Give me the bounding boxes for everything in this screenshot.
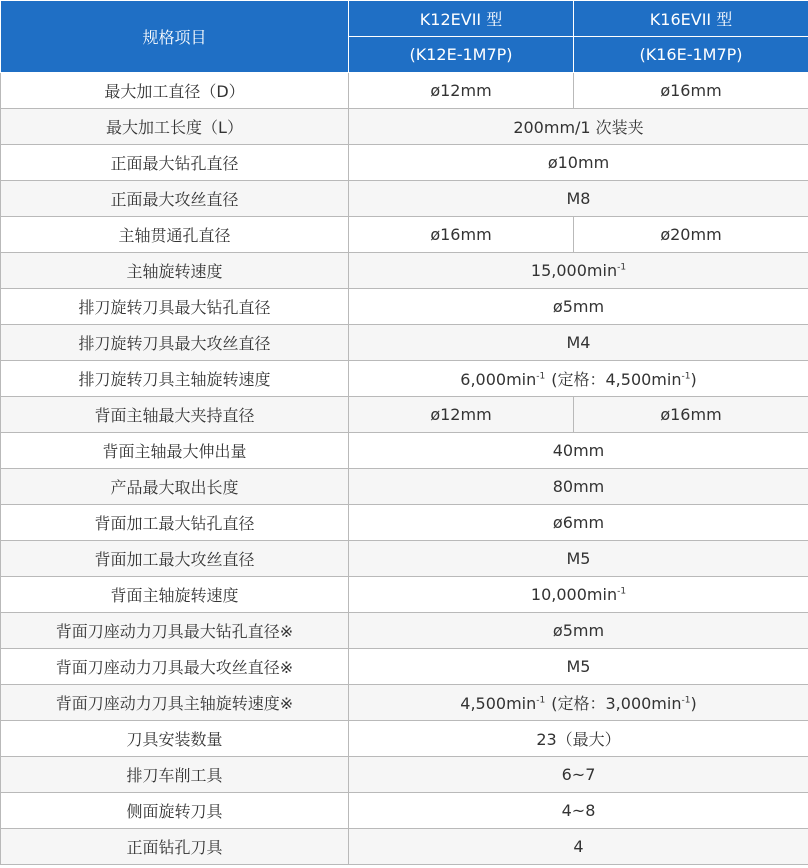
- table-row: [1, 793, 808, 829]
- spec-item-label: 背面加工最大钻孔直径: [1, 505, 349, 541]
- spec-item-label: 背面主轴旋转速度: [1, 577, 349, 613]
- spec-value-shared: ø5mm: [349, 613, 808, 649]
- spec-value-shared: M4: [349, 325, 808, 361]
- speed-value: 10,000min: [530, 585, 618, 604]
- spec-value-shared: ø6mm: [349, 505, 808, 541]
- spec-table-body: [1, 73, 808, 865]
- spec-value-model2: ø16mm: [574, 73, 808, 109]
- table-row: [1, 505, 808, 541]
- speed-value: 15,000min: [530, 261, 618, 280]
- unit-exponent: -1: [536, 371, 546, 382]
- spec-item-label: 背面主轴最大伸出量: [1, 433, 349, 469]
- table-row: [1, 361, 808, 397]
- spec-value-shared: M5: [349, 649, 808, 685]
- table-row: [1, 829, 808, 865]
- spec-value-model1: ø12mm: [349, 73, 574, 109]
- table-row: [1, 289, 808, 325]
- spec-value-shared: ø5mm: [349, 289, 808, 325]
- spec-item-label: 正面最大攻丝直径: [1, 181, 349, 217]
- header-spec-item: 规格项目: [1, 1, 349, 73]
- spec-value-shared: [349, 253, 808, 289]
- spec-value-model2: ø16mm: [574, 397, 808, 433]
- spec-item-label: 排刀车削工具: [1, 757, 349, 793]
- table-row: [1, 253, 808, 289]
- spec-value-shared: M5: [349, 541, 808, 577]
- table-row: [1, 325, 808, 361]
- spec-item-label: 排刀旋转刀具最大攻丝直径: [1, 325, 349, 361]
- table-row: [1, 757, 808, 793]
- table-row: [1, 73, 808, 109]
- spec-item-label: 背面刀座动力刀具主轴旋转速度※: [1, 685, 349, 721]
- spec-value-shared: [349, 577, 808, 613]
- spec-value-shared: 6~7: [349, 757, 808, 793]
- spec-value-shared: [349, 685, 808, 721]
- rated-speed-value: (定格：3,000min: [551, 694, 682, 713]
- spec-item-label: 背面刀座动力刀具最大攻丝直径※: [1, 649, 349, 685]
- unit-exponent: -1: [617, 262, 627, 273]
- spec-item-label: 最大加工直径（D）: [1, 73, 349, 109]
- speed-value: 6,000min: [460, 370, 537, 389]
- spec-item-label: 正面最大钻孔直径: [1, 145, 349, 181]
- rated-speed-close: ): [690, 694, 697, 713]
- spec-value-shared: 40mm: [349, 433, 808, 469]
- spec-value-shared: ø10mm: [349, 145, 808, 181]
- spec-value-shared: 200mm/1 次装夹: [349, 109, 808, 145]
- spec-value-model1: ø12mm: [349, 397, 574, 433]
- unit-exponent: -1: [681, 695, 691, 706]
- spec-value-shared: 23（最大）: [349, 721, 808, 757]
- spec-table-header: [1, 1, 808, 73]
- spec-item-label: 背面刀座动力刀具最大钻孔直径※: [1, 613, 349, 649]
- table-row: [1, 433, 808, 469]
- spec-item-label: 背面加工最大攻丝直径: [1, 541, 349, 577]
- table-row: [1, 541, 808, 577]
- spec-item-label: 刀具安装数量: [1, 721, 349, 757]
- spec-item-label: 主轴旋转速度: [1, 253, 349, 289]
- rated-speed-value: (定格：4,500min: [551, 370, 682, 389]
- header-model2-code: (K16E-1M7P): [574, 37, 808, 73]
- table-row: [1, 469, 808, 505]
- spec-item-label: 最大加工长度（L）: [1, 109, 349, 145]
- rated-speed-close: ): [690, 370, 697, 389]
- table-row: [1, 397, 808, 433]
- spec-value-shared: [349, 361, 808, 397]
- spec-value-model1: ø16mm: [349, 217, 574, 253]
- spec-item-label: 排刀旋转刀具最大钻孔直径: [1, 289, 349, 325]
- spec-item-label: 背面主轴最大夹持直径: [1, 397, 349, 433]
- spec-item-label: 产品最大取出长度: [1, 469, 349, 505]
- table-row: [1, 145, 808, 181]
- spec-value-model2: ø20mm: [574, 217, 808, 253]
- spec-value-shared: 80mm: [349, 469, 808, 505]
- spec-value-shared: 4: [349, 829, 808, 865]
- table-row: [1, 577, 808, 613]
- unit-exponent: -1: [617, 586, 627, 597]
- table-row: [1, 685, 808, 721]
- spec-item-label: 正面钻孔刀具: [1, 829, 349, 865]
- spec-item-label: 主轴贯通孔直径: [1, 217, 349, 253]
- header-model2-name: K16EVII 型: [574, 1, 808, 37]
- spec-value-shared: M8: [349, 181, 808, 217]
- speed-value: 4,500min: [460, 694, 537, 713]
- table-row: [1, 217, 808, 253]
- spec-value-shared: 4~8: [349, 793, 808, 829]
- header-model1-name: K12EVII 型: [349, 1, 574, 37]
- header-model1-code: (K12E-1M7P): [349, 37, 574, 73]
- unit-exponent: -1: [536, 695, 546, 706]
- unit-exponent: -1: [681, 371, 691, 382]
- spec-item-label: 侧面旋转刀具: [1, 793, 349, 829]
- table-row: [1, 613, 808, 649]
- spec-item-label: 排刀旋转刀具主轴旋转速度: [1, 361, 349, 397]
- table-row: [1, 109, 808, 145]
- table-row: [1, 649, 808, 685]
- table-row: [1, 181, 808, 217]
- table-row: [1, 721, 808, 757]
